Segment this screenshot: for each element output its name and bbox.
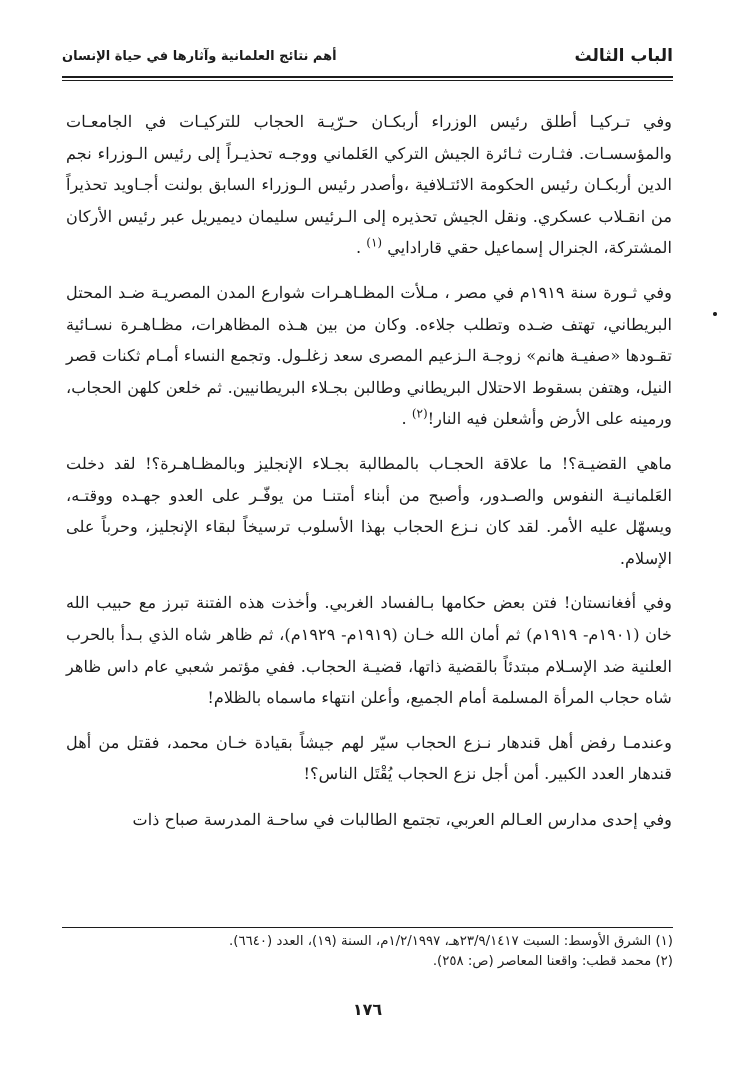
running-header bbox=[62, 40, 673, 74]
margin-dot bbox=[713, 312, 717, 316]
footnotes bbox=[62, 932, 673, 972]
paragraph-egypt: وفي ثـورة سنة ١٩١٩م في مصر ، مـلأت المظـاهـرات شوارع المدن المصريـة ضـد المحتل البريطاني، تهتف ضـده وتطلب جلاءه. وكان من بين هـذه المظاهرات، مظـاهـرة نسـائية تقـودها «صفيـة هانم» زوجـة الـزعيم المصرى سعد زغلـول. وتجمع النساء أمـام ثكنات قصر النيل، وهتفن بسقوط الاحتلال البريطاني وطالبن بجـلاء البريطانيين. ثم خلعن كلهن الحجاب، ورمينه على الأرض وأشعلن فيه النار!$^{(٢)}$ . bbox=[66, 282, 672, 429]
paragraph-kandahar: وعندمـا رفض أهل قندهار نـزع الحجاب سيّر لهم جيشاً بقيادة خـان محمد، فقتل من أهل قندهار العدد الكبير. أمن أجل نزع الحجاب يُقْتَل الناس؟! bbox=[66, 732, 672, 784]
footnote-ref-2[interactable]: (٢) bbox=[411, 406, 428, 421]
footnote-divider bbox=[62, 927, 673, 928]
page-number: ١٧٦ bbox=[352, 1000, 383, 1019]
main-text bbox=[66, 106, 672, 835]
section-title: أهم نتائج العلمانية وآثارها في حياة الإنسان bbox=[62, 49, 337, 64]
paragraph-afghanistan: وفي أفغانستان! فتن بعض حكامها بـالفساد الغربي. وأخذت هذه الفتنة تبرز مع حبيب الله خان (١٩٠١م- ١٩١٩م) ثم أمان الله خـان (١٩١٩م- ١٩٢٩م)، ثم ظاهر شاه الذي بـدأ بالحرب العلنية ضد الإسـلام مبتدئاً بالقضية ذاتها، قضيـة الحجاب. ففي مؤتمر شعبي عام داس ظاهر شاه حجاب المرأة المسلمة أمام الجميع، وأعلن انتهاء ماسماه بالظلام! bbox=[66, 593, 672, 708]
paragraph-turkey: وفي تـركيـا أطلق رئيس الوزراء أربكـان حـرّيـة الحجاب للتركيـات في الجامعـات والمؤسسـات. فثـارت ثـائرة الجيش التركي العَلماني ووجـه تحذيـراً إلى رئيس الـوزراء نجم الدين أربكـان رئيس الحكومة الائتـلافية ،وأصدر رئيس الـوزراء السابق بولنت أجـاويد تحذيراً من انقـلاب عسكري. ونقل الجيش تحذيره إلى الـرئيس سليمان ديميريل عبر رئيس الأركان المشتركة، الجنرال إسماعيل حقي قارادايي $^{(١)}$ . bbox=[66, 112, 672, 258]
header-divider bbox=[62, 76, 673, 78]
header-divider-thin bbox=[62, 80, 673, 81]
chapter-title: الباب الثالث bbox=[574, 46, 673, 66]
footnote-ref-1[interactable]: (١) bbox=[366, 235, 383, 250]
footnote-2: (٢) محمد قطب: واقعنا المعاصر (ص: ٢٥٨). bbox=[432, 954, 673, 969]
paragraph-question: ماهي القضيـة؟! ما علاقة الحجـاب بالمطالبة بجـلاء الإنجليز وبالمظـاهـرة؟! لقد دخلت العَلمانيـة النفوس والصـدور، وأصبح من أبناء أمتنـا من يوفّـر على العدو جهـده ووقتـه، ويسهّل عليه الأمر. لقد كان نـزع الحجاب بهذا الأسلوب ترسيخاً لبقاء الإنجليز، وحرباً على الإسلام. bbox=[66, 453, 672, 568]
paragraph-school: وفي إحدى مدارس العـالم العربي، تجتمع الطالبات في ساحـة المدرسة صباح ذات bbox=[132, 809, 672, 829]
footnote-1: (١) الشرق الأوسط: السبت ٢٣/٩/١٤١٧هـ، ١/٢/١٩٩٧م، السنة (١٩)، العدد (٦٦٤٠). bbox=[229, 934, 673, 949]
